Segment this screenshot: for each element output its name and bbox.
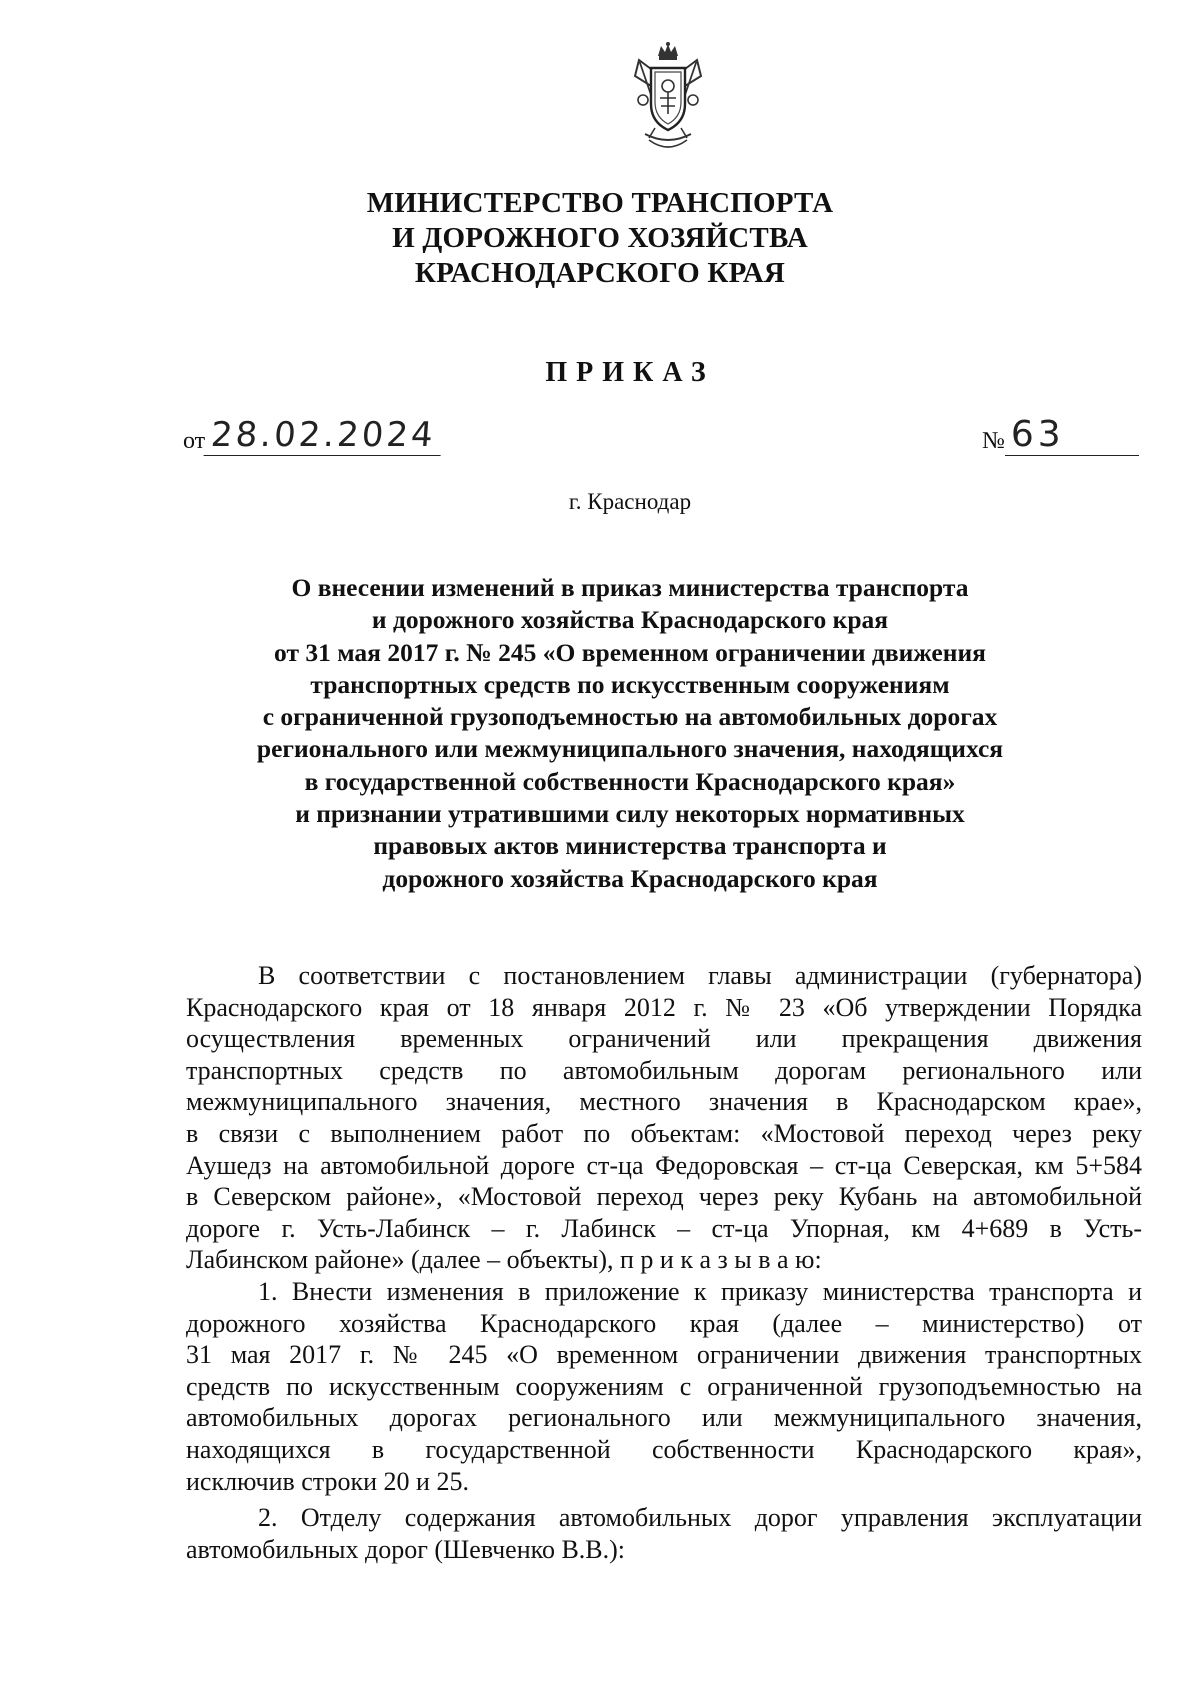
subject-line: дорожного хозяйства Краснодарского края <box>382 863 878 893</box>
subject-line: О внесении изменений в приказ министерства транспорта <box>291 573 969 602</box>
date-prefix: от <box>183 428 206 454</box>
order-body <box>186 960 1142 1565</box>
body-line: находящихся в государственной собственности Краснодарского края», <box>186 1434 1142 1464</box>
item-1-paragraph <box>186 1276 1142 1497</box>
subject-line: регионального или межмуниципального значения, находящихся <box>256 734 1004 764</box>
subject-line: с ограниченной грузоподъемностью на автомобильных дорогах <box>262 702 998 732</box>
number-value-handwritten: 63 <box>1005 415 1139 456</box>
document-type-title: ПРИКАЗ <box>545 357 715 388</box>
subject-line: транспортных средств по искусственным сооружениям <box>310 669 950 699</box>
body-line: Краснодарского края от 18 января 2012 г. № 23 «Об утверждении Порядка <box>186 992 1142 1022</box>
subject-line: правовых актов министерства транспорта и <box>373 831 887 861</box>
subject-line: и признании утратившими силу некоторых нормативных <box>295 799 965 829</box>
ministry-name-line: КРАСНОДАРСКОГО КРАЯ <box>414 257 786 289</box>
body-line: исключив строки 20 и 25. <box>186 1466 469 1496</box>
body-line: 2. Отделу содержания автомобильных дорог управления эксплуатации <box>258 1503 1142 1533</box>
order-date <box>183 416 442 456</box>
number-prefix: № <box>982 428 1005 454</box>
subject-line: и дорожного хозяйства Краснодарского края <box>371 605 889 635</box>
item-2-paragraph <box>186 1502 1142 1565</box>
body-line: транспортных средств по автомобильным дорогам регионального или <box>186 1055 1142 1085</box>
subject-line: от 31 мая 2017 г. № 245 «О временном ограничении движения <box>274 637 986 667</box>
order-subject <box>0 572 1200 895</box>
body-line: межмуниципального значения, местного значения в Краснодарском крае», <box>186 1087 1142 1117</box>
preamble-paragraph <box>186 960 1142 1276</box>
body-line: в связи с выполнением работ по объектам: «Мостовой переход через реку <box>186 1118 1142 1148</box>
date-value-handwritten: 28.02.2024 <box>204 415 444 456</box>
body-line: в Северском районе», «Мостовой переход через реку Кубань на автомобильной <box>186 1182 1142 1212</box>
body-line: Аушедз на автомобильной дороге ст-ца Федоровская – ст-ца Северская, км 5+584 <box>186 1150 1142 1180</box>
body-line: дороге г. Усть-Лабинск – г. Лабинск – ст-ца Упорная, км 4+689 в Усть- <box>186 1213 1142 1243</box>
body-line: 1. Внести изменения в приложение к приказу министерства транспорта и <box>258 1276 1142 1306</box>
ministry-name <box>0 186 1200 291</box>
ministry-name-line: И ДОРОЖНОГО ХОЗЯЙСТВА <box>392 222 808 254</box>
body-line: В соответствии с постановлением главы администрации (губернатора) <box>258 961 1142 990</box>
order-number <box>982 416 1139 456</box>
subject-line: в государственной собственности Краснодарского края» <box>304 766 956 796</box>
body-line: Лабинском районе» (далее – объекты), п р и к а з ы в а ю: <box>186 1245 822 1275</box>
body-line: автомобильных дорог (Шевченко В.В.): <box>186 1534 626 1564</box>
body-line: 31 мая 2017 г. № 245 «О временном ограничении движения транспортных <box>186 1340 1142 1370</box>
body-line: осуществления временных ограничений или прекращения движения <box>186 1024 1142 1054</box>
body-line: средств по искусственным сооружениям с ограниченной грузоподъемностью на <box>186 1371 1142 1401</box>
body-line: дорожного хозяйства Краснодарского края (далее – министерство) от <box>186 1308 1142 1338</box>
coat-of-arms-icon <box>625 42 711 154</box>
body-line: автомобильных дорогах регионального или межмуниципального значения, <box>186 1403 1142 1433</box>
city-of-issue: г. Краснодар <box>568 489 692 514</box>
ministry-name-line: МИНИСТЕРСТВО ТРАНСПОРТА <box>366 187 834 219</box>
